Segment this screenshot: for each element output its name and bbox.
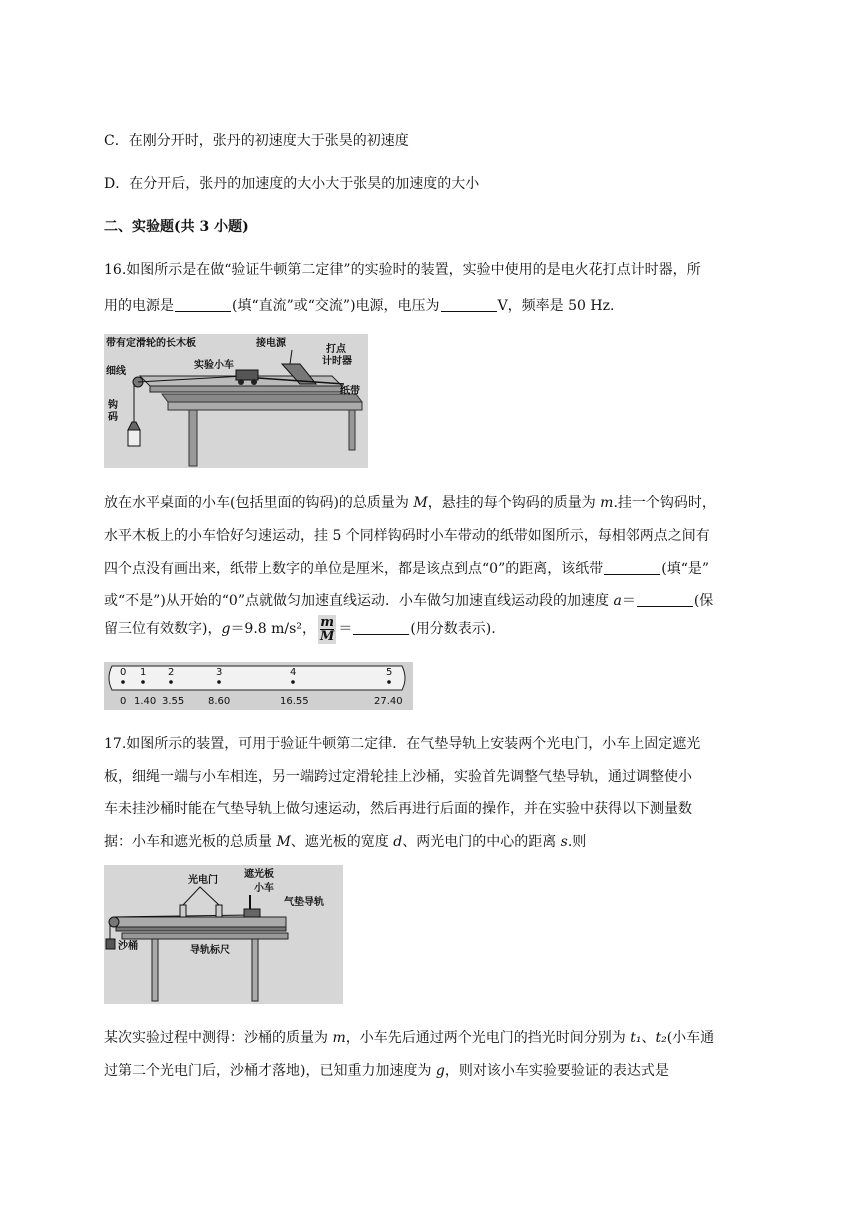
label-cart: 小车 — [254, 883, 274, 894]
q16-text: ＝ — [621, 593, 636, 609]
label-power: 接电源 — [256, 338, 286, 349]
tape-distance: 16.55 — [280, 696, 309, 707]
section-title: 二、实验题(共 3 小题) — [104, 219, 249, 235]
q17-text: 、 — [641, 1030, 656, 1046]
tape-point-label: 0 — [120, 667, 127, 678]
q16-text: ＝9.8 m/s²， — [230, 621, 316, 637]
tape-distance: 3.55 — [162, 696, 185, 707]
tape-dot — [217, 680, 221, 684]
tape-dot — [291, 680, 295, 684]
q16-text: (填“直流”或“交流”)电源，电压为 — [232, 298, 440, 314]
answer-blank-uniform[interactable] — [604, 560, 660, 575]
q16-text: 或“不是”)从开始的“0”点就做匀加速直线运动．小车做匀加速直线运动段的加速度 — [104, 593, 614, 609]
var-g: g — [435, 1063, 445, 1079]
q17-line-1: 17.如图所示的装置，可用于验证牛顿第二定律．在气垫导轨上安装两个光电门，小车上固定遮光 — [104, 736, 701, 752]
tape-distance: 0 — [120, 696, 127, 707]
tape-point-label: 4 — [290, 667, 297, 678]
tape-distance: 1.40 — [134, 696, 157, 707]
q16-body-line-4 — [104, 591, 713, 611]
var-d: d — [393, 834, 403, 850]
q17-text: ，则对该小车实验要验证的表达式是 — [444, 1063, 669, 1079]
q16-line-1: 16.如图所示是在做“验证牛顿第二定律”的实验时的装置，实验中使用的是电火花打点计时器，所 — [104, 262, 701, 278]
tape-point-label: 5 — [386, 667, 393, 678]
q16-text: (用分数表示). — [410, 621, 496, 637]
q17-body-line-2 — [104, 1061, 669, 1081]
label-air-rail: 气垫导轨 — [284, 897, 324, 908]
q16-text: 用的电源是 — [104, 298, 174, 314]
q16-text: V，频率是 50 Hz. — [497, 298, 615, 314]
tape-dot — [141, 680, 145, 684]
q16-text: .挂一个钩码时， — [613, 495, 716, 511]
paper-tape-drawing — [104, 662, 413, 710]
q17-body-line-1 — [104, 1028, 714, 1048]
q16-body-line-2: 水平木板上的小车恰好匀速运动，挂 5 个同样钩码时小车带动的纸带如图所示，每相邻两点之间有 — [104, 528, 710, 544]
air-track-drawing — [104, 865, 343, 1004]
q16-text: (保 — [693, 593, 714, 609]
var-t2: t₂ — [655, 1030, 667, 1046]
q17-text: 过第二个光电门后，沙桶才落地)，已知重力加速度为 — [104, 1063, 436, 1079]
label-string: 细线 — [106, 366, 126, 377]
tape-point-label: 3 — [216, 667, 223, 678]
var-t1: t₁ — [630, 1030, 642, 1046]
label-board: 带有定滑轮的长木板 — [106, 338, 196, 349]
answer-blank-power[interactable] — [175, 297, 231, 312]
q17-text: .则 — [567, 834, 587, 850]
paper-tape-figure — [104, 662, 413, 710]
answer-blank-acceleration[interactable] — [637, 592, 693, 607]
q17-text: 据：小车和遮光板的总质量 — [104, 834, 277, 850]
q17-line-4 — [104, 832, 586, 852]
q17-line-3: 车未挂沙桶时能在气垫导轨上做匀速运动，然后再进行后面的操作，并在实验中获得以下测量数 — [104, 801, 692, 817]
label-timer-2: 计时器 — [322, 356, 352, 367]
var-m: m — [600, 495, 614, 511]
label-weight-1: 钩 — [108, 400, 118, 411]
label-scale: 导轨标尺 — [190, 945, 230, 956]
frac-numerator: m — [320, 614, 335, 630]
tape-distance: 8.60 — [208, 696, 231, 707]
tape-dot — [121, 680, 125, 684]
q16-body-line-5 — [104, 614, 496, 644]
var-g: g — [221, 621, 231, 637]
label-tape: 纸带 — [340, 386, 360, 397]
label-weight-2: 码 — [108, 412, 118, 423]
var-m: m — [332, 1030, 346, 1046]
q16-body-line-3 — [104, 559, 709, 579]
label-timer-1: 打点 — [326, 344, 346, 355]
label-bucket: 沙桶 — [118, 941, 138, 952]
q17-text: 某次实验过程中测得：沙桶的质量为 — [104, 1030, 333, 1046]
apparatus-figure-16 — [104, 334, 368, 468]
q16-text: ，悬挂的每个钩码的质量为 — [427, 495, 601, 511]
q16-text: ＝ — [338, 621, 353, 637]
q16-text: 留三位有效数字)， — [104, 621, 222, 637]
tape-dot — [169, 680, 173, 684]
q16-text: (填“是” — [661, 561, 710, 577]
q16-text: 四个点没有画出来，纸带上数字的单位是厘米，都是该点到点“0”的距离，该纸带 — [104, 561, 604, 577]
q17-text: 、两光电门的中心的距离 — [402, 834, 561, 850]
label-photogate: 光电门 — [188, 875, 218, 886]
air-track-figure-17 — [104, 865, 343, 1004]
var-M: M — [413, 495, 428, 511]
tape-point-label: 2 — [168, 667, 175, 678]
label-shade: 遮光板 — [244, 869, 274, 880]
tape-distances — [120, 696, 403, 707]
tape-point-label: 1 — [140, 667, 147, 678]
answer-blank-voltage[interactable] — [441, 297, 497, 312]
q16-line-2 — [104, 296, 614, 316]
q17-line-2: 板，细绳一端与小车相连，另一端跨过定滑轮挂上沙桶，实验首先调整气垫导轨，通过调整使小 — [104, 769, 692, 785]
q16-text: 放在水平桌面的小车(包括里面的钩码)的总质量为 — [104, 495, 414, 511]
answer-blank-ratio[interactable] — [353, 620, 409, 635]
option-c: C．在刚分开时，张丹的初速度大于张昊的初速度 — [104, 133, 409, 149]
tape-dot — [387, 680, 391, 684]
tape-distance: 27.40 — [374, 696, 403, 707]
fraction-m-over-M — [318, 615, 336, 644]
q17-text: (小车通 — [666, 1030, 715, 1046]
q17-text: 、遮光板的宽度 — [290, 834, 394, 850]
var-a: a — [613, 593, 622, 609]
var-s: s — [560, 834, 568, 850]
q16-body-line-1 — [104, 493, 716, 513]
frac-denominator: M — [319, 628, 335, 644]
label-cart: 实验小车 — [194, 360, 234, 371]
option-d: D．在分开后，张丹的加速度的大小大于张昊的加速度的大小 — [104, 176, 480, 192]
var-M: M — [276, 834, 291, 850]
apparatus-drawing — [104, 334, 368, 468]
q17-text: ，小车先后通过两个光电门的挡光时间分别为 — [345, 1030, 631, 1046]
